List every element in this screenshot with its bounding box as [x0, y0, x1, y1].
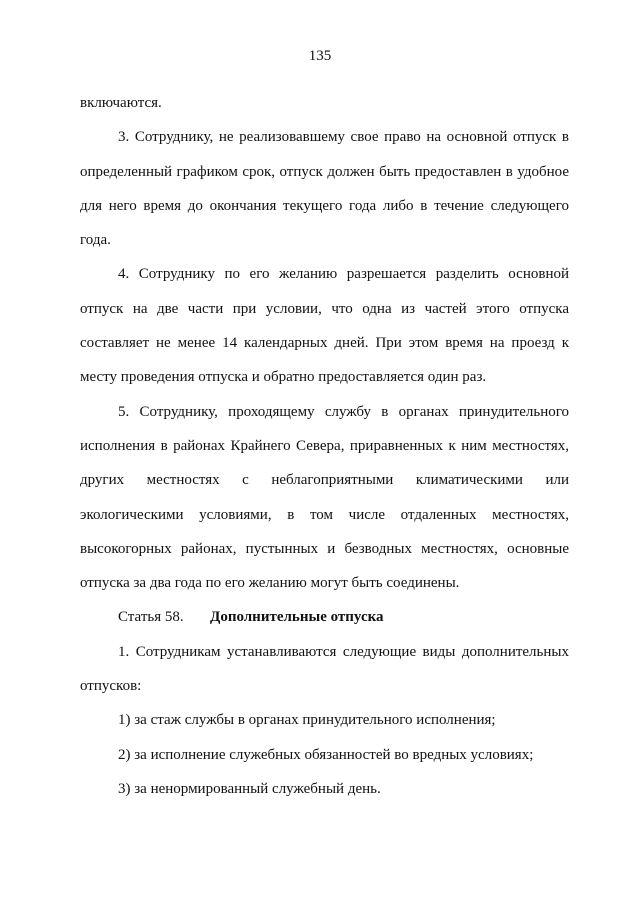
article-title: Дополнительные отпуска	[210, 609, 384, 626]
paragraph-4: 4. Сотруднику по его желанию разрешается разделить основной отпуск на две части при условии, что одна из частей этого отпуска составляет не менее 14 календарных дней. При этом время на проезд к месту проведения отпуска и обратно предоставляется один раз.	[80, 266, 569, 386]
paragraph-5: 5. Сотруднику, проходящему службу в органах принудительного исполнения в районах Крайнего Севера, приравненных к ним местностях, других местностях с неблагоприятными климатическими или экологическими условиями, в том числе отдаленных местностях, высокогорных районах, пустынных и безводных местностях, основные отпуска за два года по его желанию могут быть соединены.	[80, 403, 569, 592]
list-item: 3) за ненормированный служебный день.	[118, 780, 381, 797]
page-number: 135	[308, 48, 332, 64]
article-number: Статья 58.	[118, 609, 184, 626]
list-item: 2) за исполнение служебных обязанностей во вредных условиях;	[118, 746, 534, 763]
article-heading	[80, 600, 569, 634]
continuation-text: включаются.	[80, 95, 162, 111]
article-paragraph-1: 1. Сотрудникам устанавливаются следующие виды дополнительных отпусков:	[80, 643, 569, 695]
document-body	[80, 86, 569, 806]
list-item: 1) за стаж службы в органах принудительного исполнения;	[118, 712, 496, 729]
paragraph-3: 3. Сотруднику, не реализовавшему свое право на основной отпуск в определенный графиком срок, отпуск должен быть предоставлен в удобное для него время до окончания текущего года либо в течение следующего года.	[80, 129, 569, 249]
